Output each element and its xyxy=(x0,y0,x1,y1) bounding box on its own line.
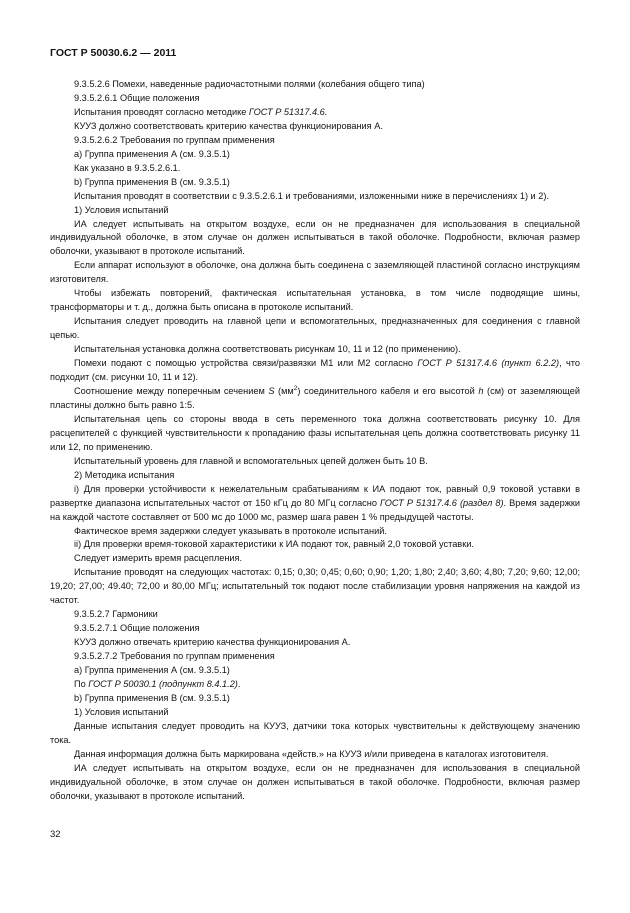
document-body xyxy=(50,78,580,804)
text-run: Испытательная цепь со стороны ввода в сеть переменного тока должна соответствовать рисунку 10. Для расцепителей с функцией чувствительности к пропаданию фазы испытательная цепь должна соответствовать рисунку 11 или 12, по применению. xyxy=(50,413,580,452)
text-run: КУУЗ должно соответствовать критерию качества функционирования А. xyxy=(74,120,383,131)
document-header: ГОСТ Р 50030.6.2 — 2011 xyxy=(50,47,177,59)
text-run: Чтобы избежать повторений, фактическая испытательная установка, в том числе подводящие шины, трансформаторы и т. д., должна быть описана в протоколе испытаний. xyxy=(50,288,580,313)
paragraph xyxy=(50,148,580,162)
paragraph xyxy=(50,678,580,692)
text-run: . xyxy=(237,678,241,689)
paragraph xyxy=(50,413,580,455)
paragraph xyxy=(50,385,580,413)
text-run: Следует измерить время расцепления. xyxy=(74,553,243,564)
text-run: . Время задержки на каждой частоте составляет от 500 мс до 1000 мс, размер шага равен 1 % предыдущей частоты. xyxy=(50,497,581,522)
paragraph xyxy=(50,176,580,190)
paragraph xyxy=(50,525,580,539)
text-run: Соотношение между поперечным сечением xyxy=(74,385,269,396)
paragraph xyxy=(50,552,580,566)
paragraph xyxy=(50,78,580,92)
paragraph xyxy=(50,343,580,357)
text-run: Испытания проводят согласно методике xyxy=(74,106,249,117)
italic-reference: ГОСТ Р 51317.4.6 (пункт 6.2.2) xyxy=(417,358,560,369)
italic-reference: ГОСТ Р 50030.1 (подпункт 8.4.1.2) xyxy=(88,678,238,689)
text-run: По xyxy=(74,678,89,689)
text-run: Испытания проводят в соответствии с 9.3.5.2.6.1 и требованиями, изложенными ниже в перечислениях 1) и 2). xyxy=(74,190,549,201)
italic-reference: ГОСТ Р 51317.4.6. xyxy=(248,106,328,117)
text-run: 9.3.5.2.7.1 Общие положения xyxy=(74,623,200,634)
paragraph xyxy=(50,455,580,469)
text-run: КУУЗ должно отвечать критерию качества функционирования А. xyxy=(74,637,351,648)
paragraph xyxy=(50,469,580,483)
text-run: Испытательная установка должна соответствовать рисункам 10, 11 и 12 (по применению). xyxy=(74,344,461,355)
paragraph xyxy=(50,608,580,622)
text-run: , что подходит (см. рисунки 10, 11 и 12). xyxy=(50,358,580,383)
paragraph xyxy=(50,106,580,120)
paragraph xyxy=(50,483,580,525)
text-run: 9.3.5.2.7.2 Требования по группам применения xyxy=(74,651,275,662)
text-run: i) Для проверки устойчивости к нежелательным срабатываниям к ИА подают ток, равный 0,9 токовой уставки в развертке диапазона испытательных частот от 150 кГц до 80 МГц согласно xyxy=(50,483,580,508)
text-run: Фактическое время задержки следует указывать в протоколе испытаний. xyxy=(74,525,387,536)
italic-reference: ГОСТ Р 51317.4.6 (раздел 8) xyxy=(380,497,504,508)
text-run: b) Группа применения В (см. 9.3.5.1) xyxy=(74,692,230,703)
text-run: ii) Для проверки время-токовой характеристики к ИА подают ток, равный 2,0 токовой уставки. xyxy=(74,539,474,550)
text-run: 9.3.5.2.6.1 Общие положения xyxy=(74,92,200,103)
paragraph xyxy=(50,259,580,287)
paragraph xyxy=(50,190,580,204)
paragraph xyxy=(50,315,580,343)
paragraph xyxy=(50,120,580,134)
paragraph xyxy=(50,287,580,315)
paragraph xyxy=(50,622,580,636)
text-run: 2) Методика испытания xyxy=(74,469,175,480)
paragraph xyxy=(50,720,580,748)
paragraph xyxy=(50,218,580,260)
text-run: Как указано в 9.3.5.2.6.1. xyxy=(74,162,181,173)
text-run: a) Группа применения А (см. 9.3.5.1) xyxy=(74,665,230,676)
text-run: Если аппарат используют в оболочке, она должна быть соединена с заземляющей пластиной согласно инструкциям изготовителя. xyxy=(50,260,580,285)
paragraph xyxy=(50,162,580,176)
text-run: ИА следует испытывать на открытом воздухе, если он не предназначен для использования в специальной индивидуальной оболочке, в этом случае он должен испытываться в такой оболочке. Подробности, включая размер оболочки, указывают в протоколе испытаний. xyxy=(50,218,580,257)
text-run: 1) Условия испытаний xyxy=(74,204,169,215)
paragraph xyxy=(50,636,580,650)
page-number: 32 xyxy=(50,829,61,840)
italic-reference: S xyxy=(268,385,275,396)
text-run: Испытания следует проводить на главной цепи и вспомогательных, предназначенных для соединения с главной цепью. xyxy=(50,316,580,341)
paragraph xyxy=(50,357,580,385)
text-run: Помехи подают с помощью устройства связи/развязки М1 или М2 согласно xyxy=(74,358,418,369)
paragraph xyxy=(50,204,580,218)
text-run: b) Группа применения В (см. 9.3.5.1) xyxy=(74,176,230,187)
paragraph xyxy=(50,92,580,106)
superscript: 2 xyxy=(293,384,298,392)
text-run: Испытание проводят на следующих частотах: 0,15; 0,30; 0,45; 0,60; 0,90; 1,20; 1,80; 2,40; 3,60; 4,80; 7,20; 9,60; 12,00; 19,20; 27,00; 49.40; 72,00 и 80,00 МГц; испытательный ток подают после стабилизации уровня напряжения на каждой из частот. xyxy=(50,567,580,606)
text-run: 9.3.5.2.6.2 Требования по группам применения xyxy=(74,134,275,145)
text-run: ИА следует испытывать на открытом воздухе, если он не предназначен для использования в специальной индивидуальной оболочке, в этом случае он должен испытываться в такой оболочке. Подробности, включая размер оболочки, указывают в протоколе испытаний. xyxy=(50,762,580,801)
text-run: (мм xyxy=(274,385,294,396)
paragraph xyxy=(50,706,580,720)
text-run: 1) Условия испытаний xyxy=(74,706,169,717)
paragraph xyxy=(50,650,580,664)
text-run: Данная информация должна быть маркирована «действ.» на КУУЗ и/или приведена в каталогах изготовителя. xyxy=(74,748,549,759)
paragraph xyxy=(50,566,580,608)
text-run: 9.3.5.2.6 Помехи, наведенные радиочастотными полями (колебания общего типа) xyxy=(74,79,425,89)
paragraph xyxy=(50,538,580,552)
paragraph xyxy=(50,134,580,148)
paragraph xyxy=(50,664,580,678)
italic-reference: h xyxy=(478,385,484,396)
text-run: Данные испытания следует проводить на КУУЗ, датчики тока которых чувствительны к действующему значению тока. xyxy=(50,720,580,745)
text-run: a) Группа применения А (см. 9.3.5.1) xyxy=(74,148,230,159)
text-run: 9.3.5.2.7 Гармоники xyxy=(74,609,158,620)
paragraph xyxy=(50,748,580,762)
paragraph xyxy=(50,692,580,706)
text-run: (см) от заземляющей пластины должно быть равно 1:5. xyxy=(50,385,581,410)
paragraph xyxy=(50,762,580,804)
text-run: ) соединительного кабеля и его высотой xyxy=(297,385,479,396)
text-run: Испытательный уровень для главной и вспомогательных цепей должен быть 10 В. xyxy=(74,455,428,466)
